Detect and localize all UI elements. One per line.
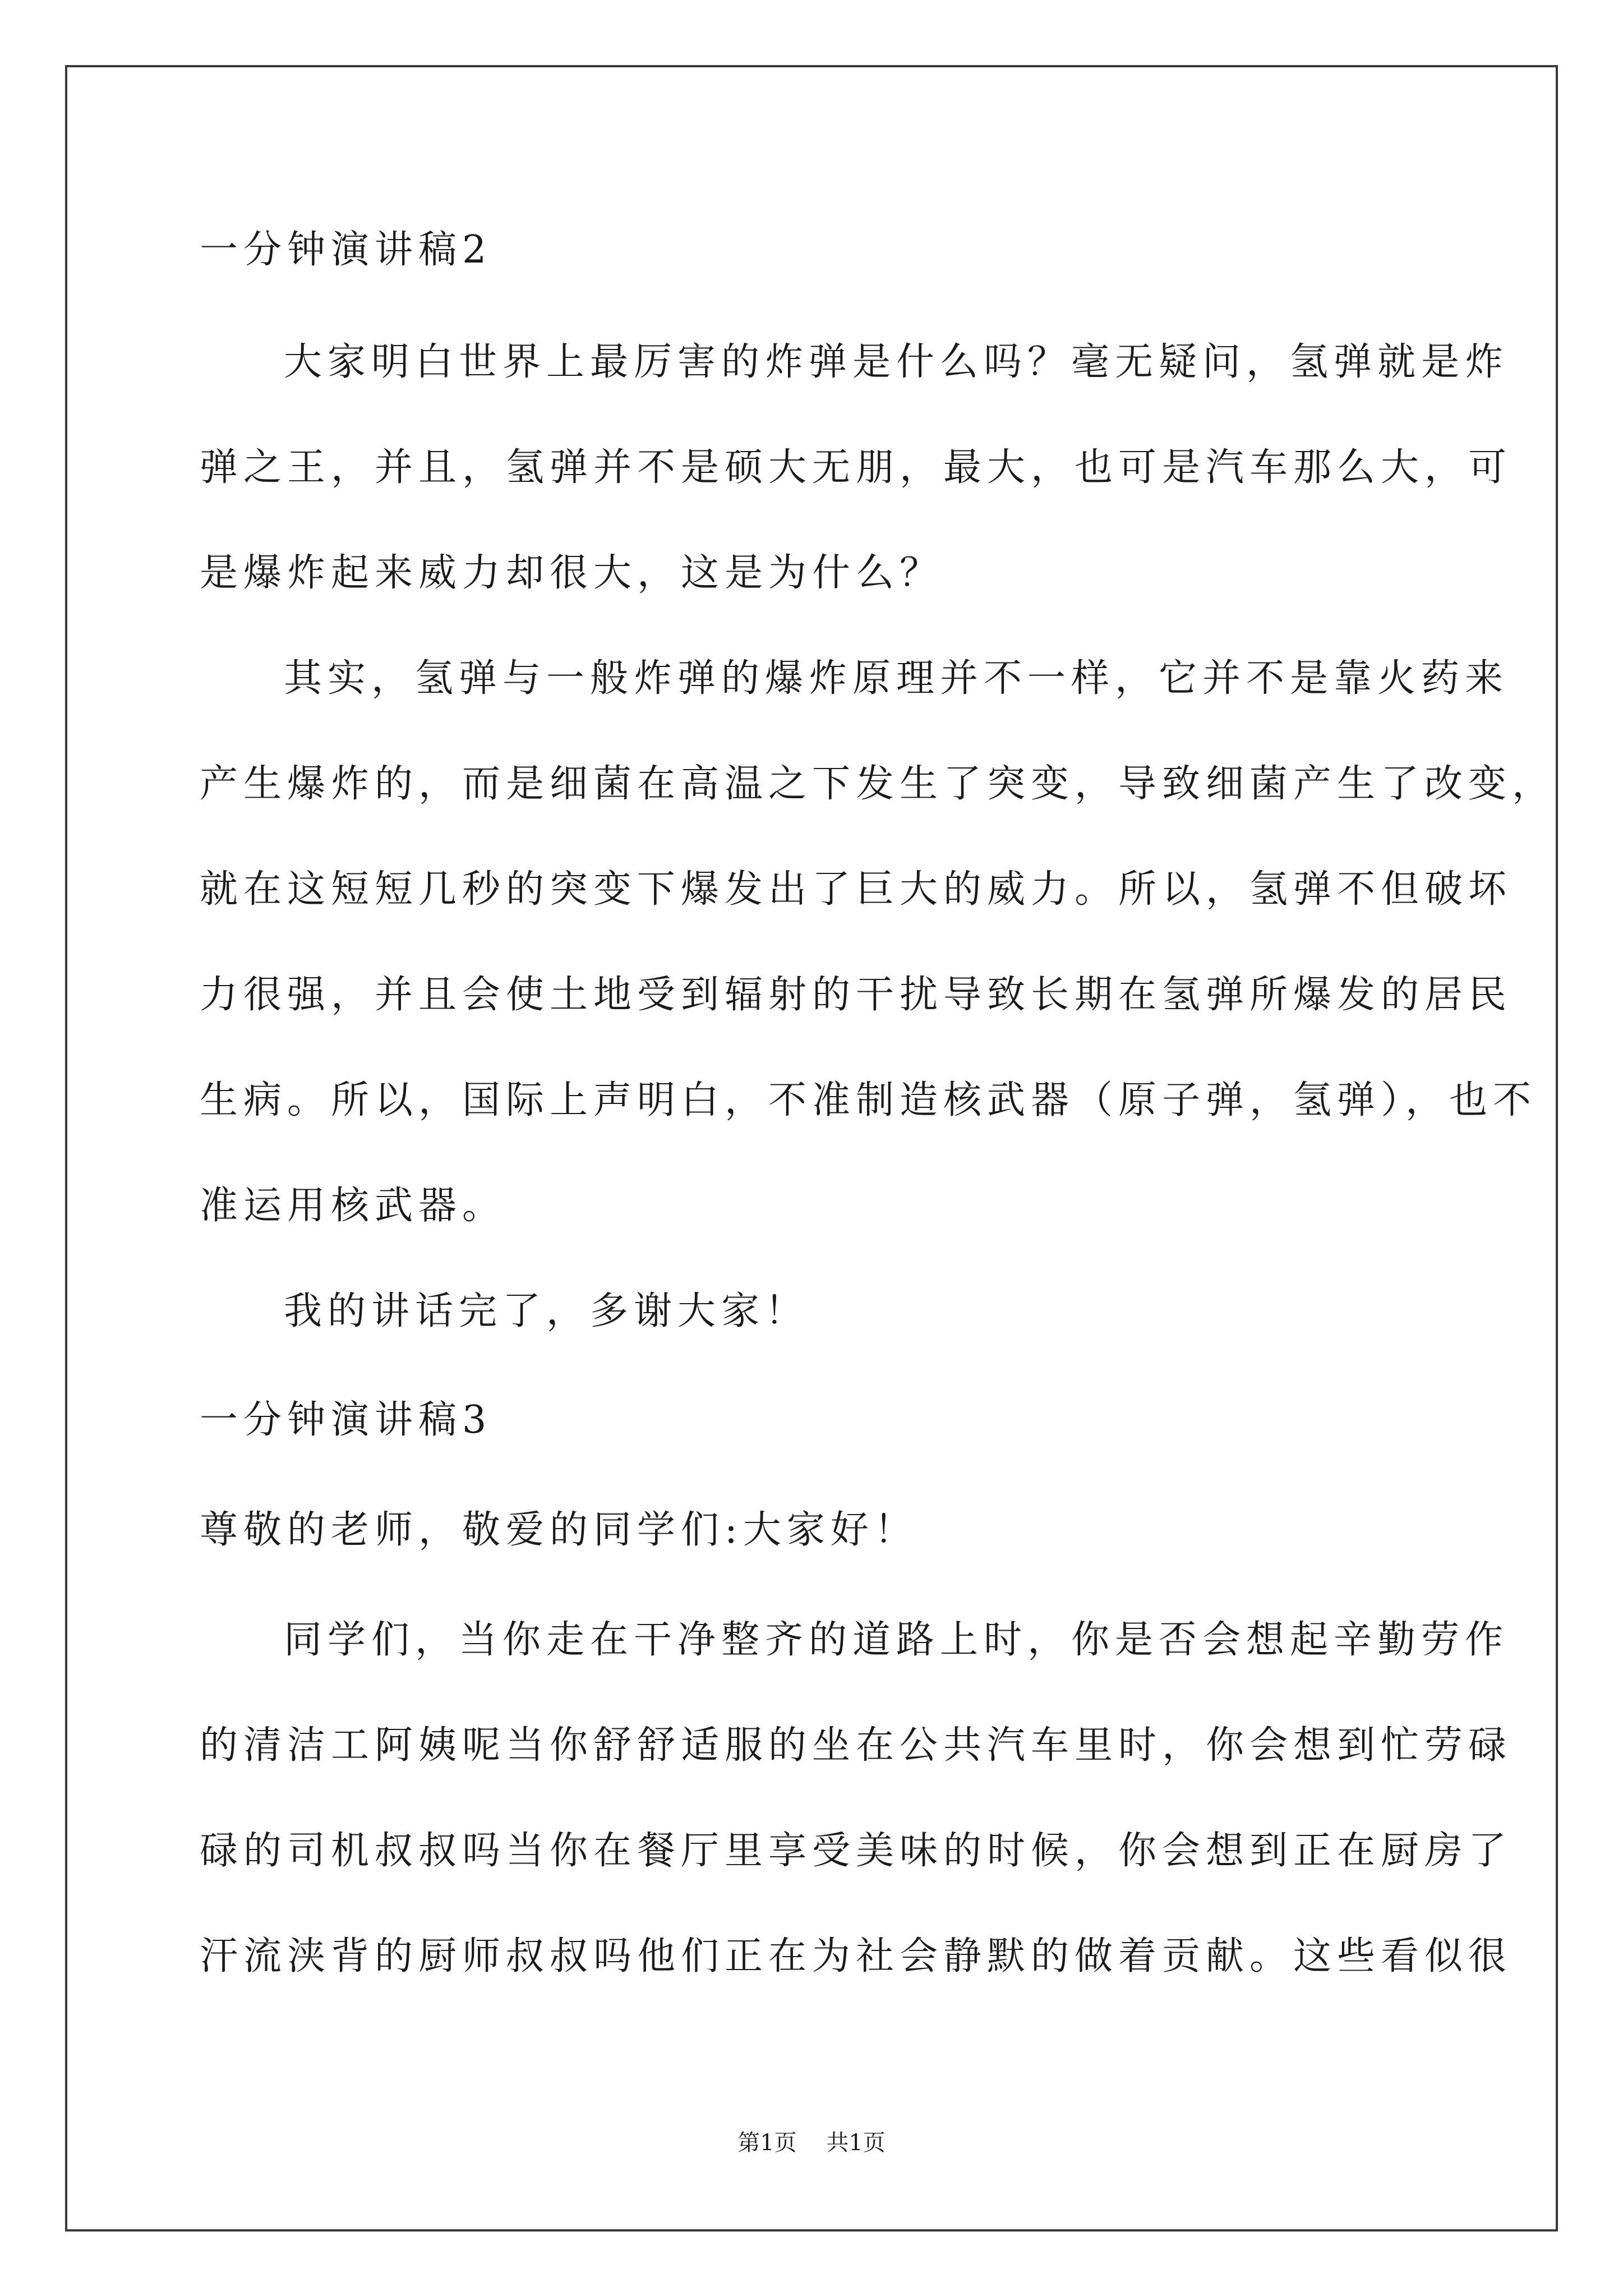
paragraph-line: 同学们，当你走在干净整齐的道路上时，你是否会想起辛勤劳作: [284, 1618, 1509, 1662]
paragraph-line: 准运用核武器。: [200, 1184, 506, 1228]
paragraph-line: 碌的司机叔叔吗当你在餐厅里享受美味的时候，你会想到正在厨房了: [200, 1829, 1513, 1873]
paragraph-line: 大家明白世界上最厉害的炸弹是什么吗？毫无疑问，氢弹就是炸: [284, 340, 1509, 384]
paragraph-line: 产生爆炸的，而是细菌在高温之下发生了突变，导致细菌产生了改变，: [200, 762, 1556, 806]
section-heading: 一分钟演讲稿3: [200, 1398, 492, 1442]
paragraph-line: 其实，氢弹与一般炸弹的爆炸原理并不一样，它并不是靠火药来: [284, 656, 1509, 701]
page-footer: [0, 2126, 1623, 2160]
paragraph-line: 我的讲话完了，多谢大家！: [284, 1289, 809, 1333]
paragraph-line: 弹之王，并且，氢弹并不是硕大无朋，最大，也可是汽车那么大，可: [200, 445, 1513, 490]
paragraph-line: 就在这短短几秒的突变下爆发出了巨大的威力。所以，氢弹不但破坏: [200, 867, 1513, 912]
page-number-current: 第1页: [737, 2130, 797, 2156]
paragraph-line: 的清洁工阿姨呢当你舒舒适服的坐在公共汽车里时，你会想到忙劳碌: [200, 1723, 1513, 1768]
section-heading: 一分钟演讲稿2: [200, 228, 492, 272]
paragraph-line: 汗流浃背的厨师叔叔吗他们正在为社会静默的做着贡献。这些看似很: [200, 1934, 1513, 1978]
paragraph-line: 生病。所以，国际上声明白，不准制造核武器（原子弹，氢弹），也不: [200, 1078, 1537, 1122]
paragraph-line: 是爆炸起来威力却很大，这是为什么？: [200, 551, 944, 595]
paragraph-line: 力很强，并且会使土地受到辐射的干扰导致长期在氢弹所爆发的居民: [200, 973, 1513, 1017]
greeting-line: 尊敬的老师，敬爱的同学们:大家好！: [200, 1508, 918, 1552]
page-number-total: 共1页: [826, 2130, 886, 2156]
page-border: [65, 65, 1558, 2231]
